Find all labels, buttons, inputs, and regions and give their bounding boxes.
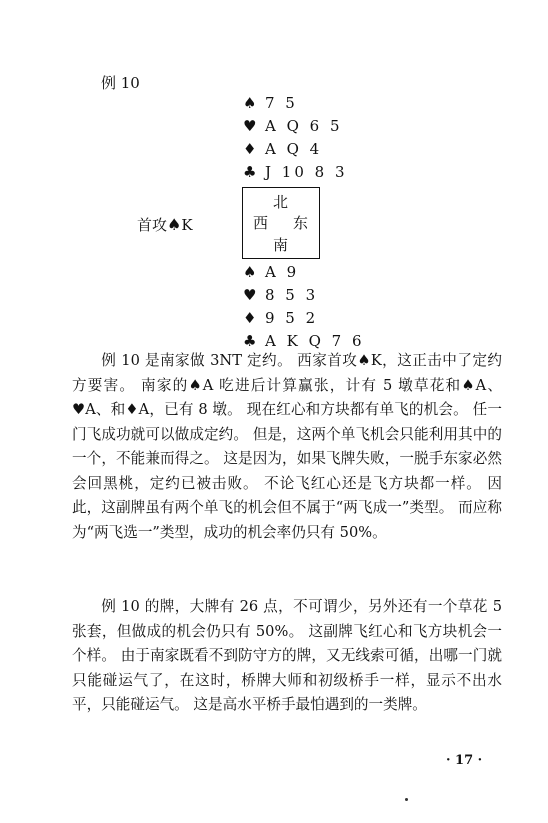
north-diamonds-cards: A Q 4 <box>265 140 323 158</box>
heart-suit-icon: ♥ <box>243 286 258 304</box>
stray-dot <box>405 798 408 801</box>
body-paragraph: 例 10 的牌，大牌有 26 点，不可谓少，另外还有一个草花 5 张套，但做成的机会仍只有 50%。 这副牌飞红心和飞方块机会一个样。 由于南家既看不到防守方的牌，又无线索可循，出哪一门就只能碰运气了，在这时，桥牌大师和初级桥手一样，显示不出水平，只能碰运气。 这是高水平桥手最怕遇到的一类牌。 <box>72 598 502 713</box>
spade-suit-icon: ♠ <box>167 215 182 234</box>
south-clubs-cards: A K Q 7 6 <box>265 332 365 350</box>
compass-north: 北 <box>273 193 289 211</box>
south-hand <box>243 261 365 353</box>
opening-lead-card: K <box>181 216 193 234</box>
south-spades-row <box>243 261 365 284</box>
compass-east: 东 <box>293 214 309 232</box>
compass-west: 西 <box>253 214 269 232</box>
heart-suit-icon: ♥ <box>243 117 258 135</box>
south-hearts-row <box>243 284 365 307</box>
body-paragraph: 例 10 是南家做 3NT 定约。 西家首攻♠K，这正击中了定约方要害。 南家的♠A 吃进后计算赢张，计有 5 墩草花和♠A、♥A、和♦A，已有 8 墩。 现在红心和方块都有单飞的机会。 任一门飞成功就可以做成定约。 但是，这两个单飞机会只能利用其中的一个，不能兼而得之。 这是因为，如果飞牌失败，一脱手东家必然会回黑桃，定约已被击败。 不论飞红心还是飞方块都一样。 因此，这副牌虽有两个单飞的机会但不属于“两飞成一”类型。 而应称为“两飞选一”类型，成功的机会率仍只有 50%。 <box>72 352 502 541</box>
north-clubs-row <box>243 161 348 184</box>
compass-box <box>242 187 320 259</box>
club-suit-icon: ♣ <box>243 163 258 181</box>
diamond-suit-icon: ♦ <box>243 140 258 158</box>
south-spades-cards: A 9 <box>265 263 300 281</box>
north-spades-cards: 7 5 <box>265 94 298 112</box>
north-spades-row <box>243 92 348 115</box>
opening-lead <box>137 214 193 235</box>
south-hearts-cards: 8 5 3 <box>265 286 319 304</box>
north-hearts-row <box>243 115 348 138</box>
north-clubs-cards: J 10 8 3 <box>265 163 348 181</box>
spade-suit-icon: ♠ <box>243 263 258 281</box>
south-diamonds-cards: 9 5 2 <box>265 309 319 327</box>
spade-suit-icon: ♠ <box>243 94 258 112</box>
page-number: · 17 · <box>446 753 483 768</box>
north-hand <box>243 92 348 184</box>
north-hearts-cards: A Q 6 5 <box>265 117 343 135</box>
club-suit-icon: ♣ <box>243 332 258 350</box>
opening-lead-prefix: 首攻 <box>137 216 168 234</box>
compass-south: 南 <box>273 236 289 254</box>
diamond-suit-icon: ♦ <box>243 309 258 327</box>
example-label: 例 10 <box>101 74 140 92</box>
south-diamonds-row <box>243 307 365 330</box>
north-diamonds-row <box>243 138 348 161</box>
